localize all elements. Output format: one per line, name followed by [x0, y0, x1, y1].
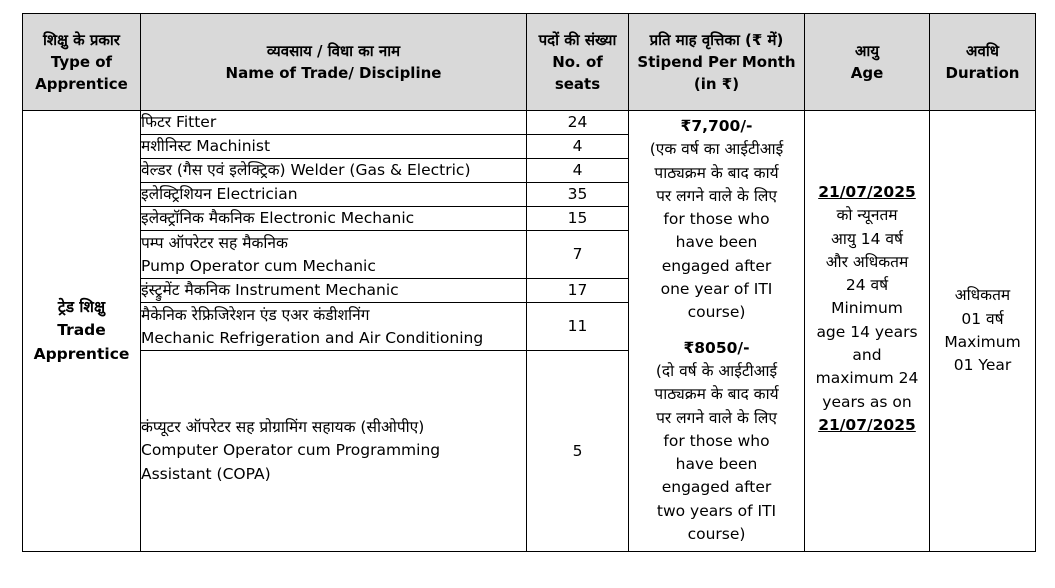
trade-name: इंस्ट्रुमेंट मैकनिक Instrument Mechanic	[141, 279, 527, 303]
trade-name: कंप्यूटर ऑपरेटर सह प्रोग्रामिंग सहायक (सीओपीए) Computer Operator cum Programming Assistant (COPA)	[141, 351, 527, 552]
stipend-cell: ₹7,700/- (एक वर्ष का आईटीआई पाठ्यक्रम के बाद कार्य पर लगने वाले के लिए for those who have been engaged after one year of ITI course) ₹8050/- (दो वर्ष के आईटीआई पाठ्यक्रम के बाद कार्य पर लगने वाले के लिए for those who have been engaged after two years of ITI course)	[629, 111, 805, 552]
apprentice-table	[22, 13, 1036, 552]
trade-name: पम्प ऑपरेटर सह मैकनिक Pump Operator cum Mechanic	[141, 231, 527, 279]
stipend-one-year-amount: ₹7,700/-	[680, 117, 753, 135]
age-date-end: 21/07/2025	[818, 415, 916, 434]
header-age: आयु Age	[805, 14, 930, 111]
age-date: 21/07/2025	[818, 183, 916, 201]
header-seats: पदों की संख्या No. of seats	[527, 14, 629, 111]
seat-count: 24	[527, 111, 629, 135]
apprentice-type-cell: ट्रेड शिक्षु Trade Apprentice	[23, 111, 141, 552]
seat-count: 35	[527, 183, 629, 207]
header-row	[23, 14, 1036, 111]
header-duration: अवधि Duration	[930, 14, 1036, 111]
header-trade: व्यवसाय / विधा का नाम Name of Trade/ Discipline	[141, 14, 527, 111]
header-stipend: प्रति माह वृत्तिका (₹ में) Stipend Per Month (in ₹)	[629, 14, 805, 111]
duration-cell: अधिकतम 01 वर्ष Maximum 01 Year	[930, 111, 1036, 552]
trade-name: मशीनिस्ट Machinist	[141, 135, 527, 159]
seat-count: 17	[527, 279, 629, 303]
stipend-two-year-amount: ₹8050/-	[683, 338, 750, 357]
trade-name: इलेक्ट्रॉनिक मैकनिक Electronic Mechanic	[141, 207, 527, 231]
trade-name: इलेक्ट्रिशियन Electrician	[141, 183, 527, 207]
seat-count: 7	[527, 231, 629, 279]
trade-name: वेल्डर (गैस एवं इलेक्ट्रिक) Welder (Gas & Electric)	[141, 159, 527, 183]
seat-count: 4	[527, 135, 629, 159]
seat-count: 4	[527, 159, 629, 183]
table-row	[23, 111, 1036, 135]
header-type: शिक्षु के प्रकार Type of Apprentice	[23, 14, 141, 111]
seat-count: 5	[527, 351, 629, 552]
trade-name: मैकेनिक रेफ्रिजिरेशन एंड एअर कंडीशनिंग Mechanic Refrigeration and Air Conditioning	[141, 303, 527, 351]
trade-name: फिटर Fitter	[141, 111, 527, 135]
seat-count: 15	[527, 207, 629, 231]
age-cell: 21/07/2025 को न्यूनतम आयु 14 वर्ष और अधिकतम 24 वर्ष Minimum age 14 years and maximum 24 years as on 21/07/2025	[805, 111, 930, 552]
seat-count: 11	[527, 303, 629, 351]
